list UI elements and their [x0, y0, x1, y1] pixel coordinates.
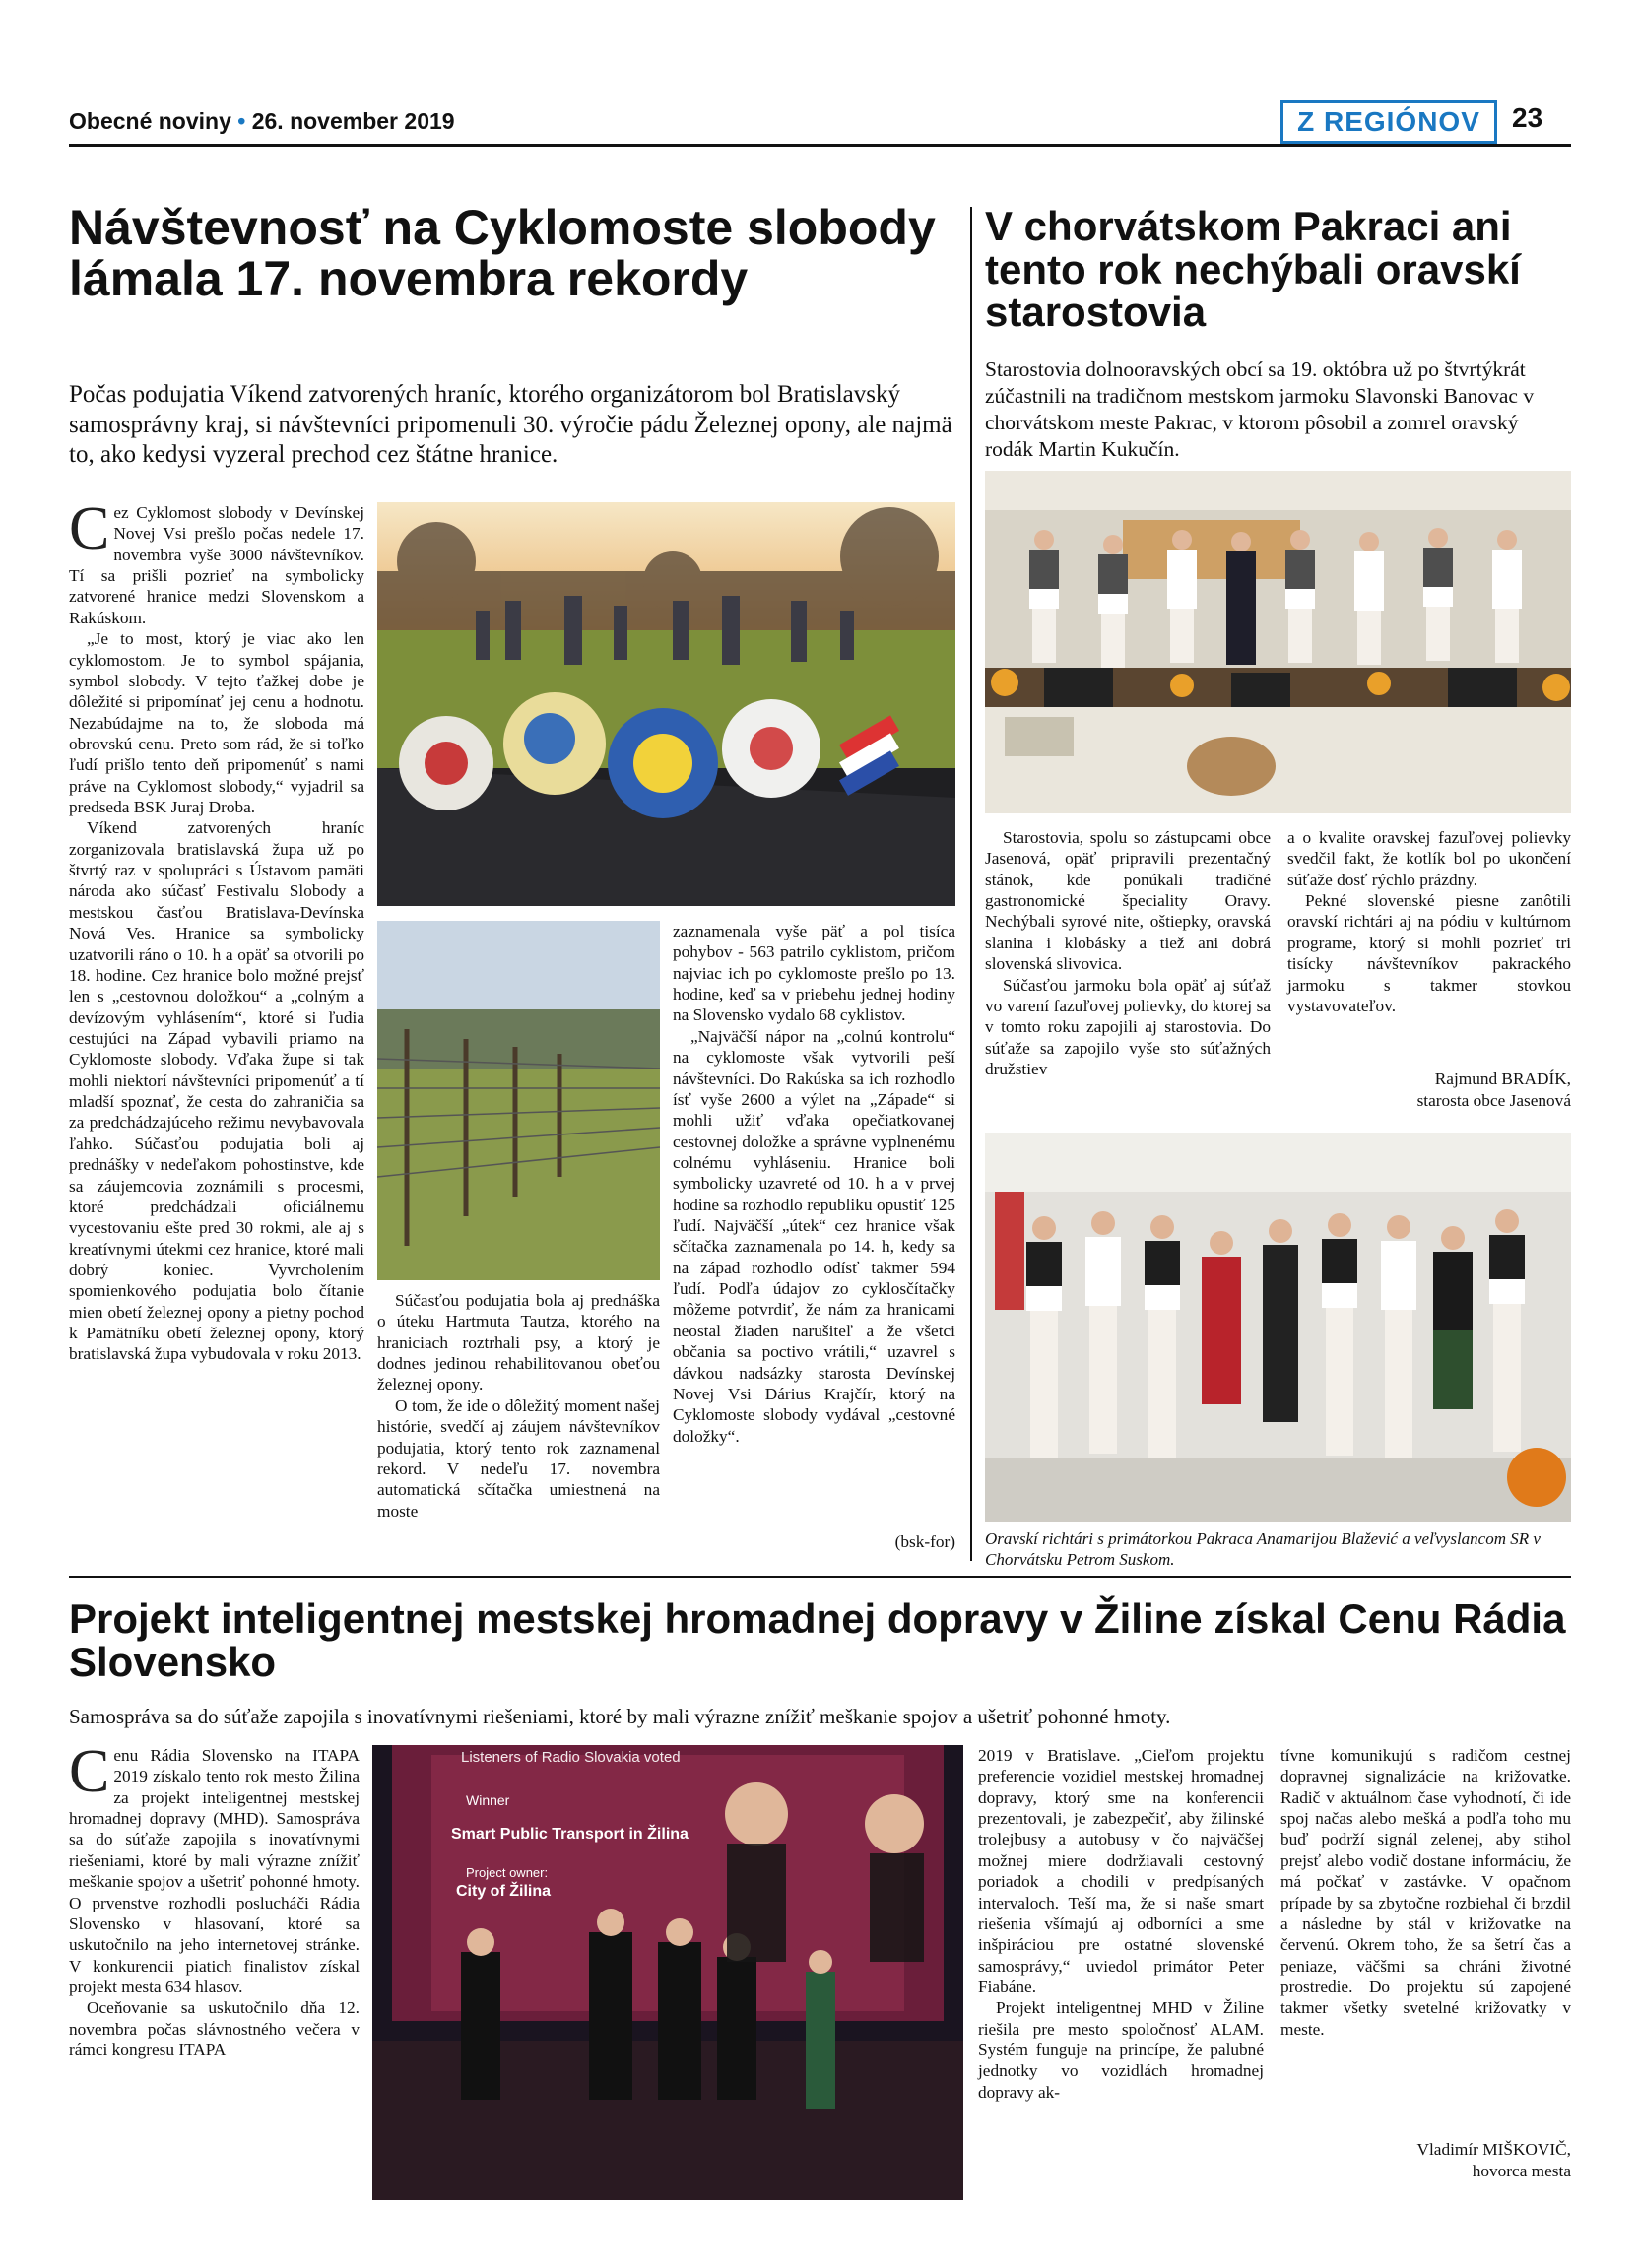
- paragraph: Súčasťou podujatia bola aj prednáška o úteku Hartmuta Tautza, ktorého na hraniciach roztrhali psy, a ktorý je dodnes jedinou rehabilitovanou obeťou železnej opony.: [377, 1291, 660, 1394]
- photo-award-ceremony: [372, 1745, 963, 2200]
- signature-name: Rajmund BRADÍK,: [1434, 1069, 1571, 1088]
- issue-date: 26. november 2019: [251, 108, 455, 134]
- article3-col1: [69, 1738, 360, 2060]
- article3-col3: [1280, 1745, 1571, 2040]
- paragraph: a o kvalite oravskej fazuľovej polievky svedčil fakt, že kotlík bol po ukončení súťaže dosť rýchlo prázdny.: [1287, 828, 1571, 889]
- paragraph: tívne komunikujú s radičom cestnej dopravnej signalizácie na križovatke. Radič v aktuálnom čase vyhodnotí, či ide spoj načas alebo mešká a podľa toho mu buď podrží signál zelenej, aby stihol prejsť alebo vodič dostane informáciu, že má počkať v zastávke. V opačnom prípade by sa zbytočne rozbiehal či brzdil a následne by stál v križovatke na červenú. Okrem toho, že sa šetrí čas a peniaze, väčšmi sa chráni životné prostredie. Do projektu sú zapojené takmer všetky svetelné križovatky v meste.: [1280, 1746, 1571, 2039]
- photo-group-portrait: [985, 1133, 1571, 1522]
- section-divider: [69, 1576, 1571, 1578]
- article2-photo-caption: Oravskí richtári s primátorkou Pakraca Anamarijou Blažević a veľvyslancom SR v Chorvátsku Petrom Suskom.: [985, 1529, 1541, 1570]
- signature-role: hovorca mesta: [1472, 2162, 1571, 2181]
- article3-col2: [978, 1745, 1264, 2103]
- article3-signature: [1280, 2139, 1571, 2183]
- paragraph: zaznamenala vyše päť a pol tisíca pohybov - 563 patrilo cyklistom, pričom najviac ich po cyklomoste prešlo po 13. hodine, keď sa v priebehu jednej hodiny na Slovensko vydalo 68 cyklistov.: [673, 922, 955, 1025]
- article1-col3: [673, 921, 955, 1447]
- paragraph: Súčasťou jarmoku bola opäť aj súťaž vo varení fazuľovej polievky, do ktorej sa v tomto roku zapojili aj starostovia. Do súťaže sa zapojilo vyše sto súťažných družstiev: [985, 975, 1271, 1078]
- separator-dot: •: [237, 108, 246, 134]
- paragraph: Víkend zatvorených hraníc zorganizovala bratislavská župa už po štvrtý raz v spolupráci s Ústavom pamäti národa ako súčasť Festivalu Slobody a mestskou časťou Bratislava-Devínska Nová Ves. Hranice sa symbolicky uzatvorili ráno o 10. h a opäť sa otvorili po 18. hodine. Cez hranice bolo možné prejsť len s „cestovnou doložkou“ a „colným a devízovým vyhlásením“, ktoré si ľudia cestujúci na Západ vybavili priamo na Cyklomoste slobody. Vďaka župe si tak mohli niektorí návštevníci pripomenúť a tí mladší spoznať, že cesta do zahraničia sa za predchádzajúceho režimu nevybavovala ľahko. Súčasťou podujatia boli aj prednášky v nedeľakom pohostinstve, kde sa záujemcovia zoznámili s procesmi, ktoré predchádzali oficiálnemu vycestovaniu ešte pred 30 rokmi, ale aj s kreatívnymi útekmi cez hranice, ktoré mali dobrý koniec. Vyvrcholením spomienkového podujatia bolo čítanie mien obetí železnej opony a pietny pochod k Pamätníku obetí železnej opony, ktorý bratislavská župa vybudovala v roku 2013.: [69, 818, 364, 1364]
- header-rule: [69, 144, 1571, 147]
- article1-col1: [69, 495, 364, 1365]
- slide-line-1: Listeners of Radio Slovakia voted: [461, 1749, 681, 1766]
- signature-role: starosta obce Jasenová: [1416, 1091, 1571, 1111]
- article1-lead: Počas podujatia Víkend zatvorených hraníc, ktorého organizátorom bol Bratislavský samosprávny kraj, si návštevníci pripomenuli 30. výročie pádu Železnej opony, ale najmä to, ako kedysi vyzeral prechod cez štátne hranice.: [69, 381, 952, 468]
- slide-line-2: Winner: [466, 1792, 510, 1808]
- column-divider: [970, 207, 972, 1561]
- photo-memorial-wreaths: [377, 502, 955, 906]
- section-label: Z REGIÓNOV: [1280, 100, 1497, 144]
- signature-name: Vladimír MIŠKOVIČ,: [1416, 2140, 1571, 2159]
- article2-lead: Starostovia dolnooravských obcí sa 19. októbra už po štvrtýkrát zúčastnili na tradičnom mestskom jarmoku Slavonski Banovac v chorvátskom meste Pakrac, v ktorom pôsobil a zomrel oravský rodák Martin Kukučín.: [985, 357, 1535, 462]
- paper-name: Obecné noviny: [69, 108, 231, 134]
- article3-title: Projekt inteligentnej mestskej hromadnej dopravy v Žiline získal Cenu Rádia Slovensko: [69, 1595, 1566, 1685]
- article2-col2: [1287, 827, 1571, 1016]
- slide-line-3: Smart Public Transport in Žilina: [451, 1826, 689, 1843]
- drop-cap: C: [69, 1738, 110, 1805]
- paragraph: „Je to most, ktorý je viac ako len cyklomostom. Je to symbol spájania, symbol slobody. V tejto ťažkej dobe je dôležité si pripomínať jej cenu a hodnotu. Nezabúdajme na to, že sloboda má obrovskú cenu. Preto som rád, že si toľko ľudí prišlo tento deň pripomenúť s nami práve na Cyklomost slobody,“ vyjadril sa predseda BSK Juraj Droba.: [69, 629, 364, 817]
- slide-line-4: Project owner:: [466, 1865, 549, 1880]
- article1-col2: [377, 1290, 660, 1522]
- paragraph: „Najväčší nápor na „colnú kontrolu“ na cyklomoste však vytvorili peší návštevníci. Do Rakúska sa ich rozhodlo ísť vyše 2600 a výlet na „Západe“ si mohli užiť vďaka opečiatkovanej cestovnej doložke a správne vyplnenému colnému vyhláseniu. Hranice boli symbolicky uzavreté od 10. h a v prvej hodine sa rozhodlo republiku opustiť 125 ľudí. Najväčší „útek“ cez hranice však sčítačka zaznamenala po 14. h, kedy sa na západ rozhodlo odísť takmer 594 ľudí. Podľa údajov zo cyklosčítačky môžeme potvrdiť, že nám za hranicami neostal žiaden narušiteľ a že všetci občania sa poctivo vrátili,“ uzavrel s dávkou nadsázky starosta Devínskej Novej Vsi Dárius Krajčír, ktorý na Cyklomoste slobody vydával „cestovné doložky“.: [673, 1026, 955, 1446]
- article2-col1: [985, 827, 1271, 1079]
- article1-byline: (bsk-for): [894, 1532, 955, 1551]
- photo-barbed-wire-fence: [377, 921, 660, 1280]
- paragraph: enu Rádia Slovensko na ITAPA 2019 získalo tento rok mesto Žilina za projekt inteligentnej mestskej hromadnej dopravy (MHD). Samospráva sa do súťaže zapojila s inovatívnymi riešeniami, ktoré by mali výrazne znížiť meškanie spojov a ušetriť pohonné hmoty. O prvenstve rozhodli poslucháči Rádia Slovensko v hlasovaní, ktoré sa uskutočnilo na jeho internetovej stránke. V konkurencii piatich finalistov získal projekt mesta 634 hlasov.: [69, 1746, 360, 1996]
- masthead: [69, 108, 455, 135]
- article2-signature: [1287, 1069, 1571, 1113]
- paragraph: Oceňovanie sa uskutočnilo dňa 12. novembra počas slávnostného večera v rámci kongresu ITAPA: [69, 1998, 360, 2060]
- paragraph: Pekné slovenské piesne zanôtili oravskí richtári aj na pódiu v kultúrnom programe, ktorý si mohli pozrieť tri tisícky návštevníkov pakrackého jarmoku s takmer stovkou vystavovateľov.: [1287, 891, 1571, 1015]
- paragraph: Projekt inteligentnej MHD v Žiline riešila pre mesto spoločnosť ALAM. Systém funguje na princípe, že palubné jednotky vo vozidlách hromadnej dopravy ak-: [978, 1998, 1264, 2102]
- photo-stage-performance: [985, 471, 1571, 813]
- article3-lead: Samospráva sa do súťaže zapojila s inovatívnymi riešeniami, ktoré by mali výrazne znížiť meškanie spojov a ušetriť pohonné hmoty.: [69, 1705, 1171, 1728]
- drop-cap: C: [69, 495, 110, 562]
- article1-title: Návštevnosť na Cyklomoste slobody lámala 17. novembra rekordy: [69, 200, 936, 306]
- paragraph: Starostovia, spolu so zástupcami obce Jasenová, opäť pripravili prezentačný stánok, kde ponúkali tradičné gastronomické špeciality Oravy. Nechýbali syrové nite, oštiepky, oravská slanina i klobásky a tiež ani dobrá slovenská slivovica.: [985, 828, 1271, 974]
- paragraph: 2019 v Bratislave. „Cieľom projektu preferencie vozidiel mestskej hromadnej dopravy, ktorý sme na konferencii prezentovali, je zabezpečiť, aby žilinské trolejbusy a autobusy v čo najväčšej možnej miere dodržiavali cestovný poriadok a chodili v predpísaných intervaloch. Teší ma, že si naše smart riešenia všímajú aj odborníci a sme inšpiráciou pre ostatné slovenské samosprávy,“ uviedol primátor Peter Fiabáne.: [978, 1746, 1264, 1996]
- paragraph: O tom, že ide o dôležitý moment našej histórie, svedčí aj záujem návštevníkov podujatia, ktorý tento rok zaznamenal rekord. V nedeľu 17. novembra automatická sčítačka umiestnená na moste: [377, 1395, 660, 1521]
- slide-line-5: City of Žilina: [456, 1883, 551, 1900]
- paragraph: ez Cyklomost slobody v Devínskej Novej Vsi prešlo počas nedele 17. novembra vyše 3000 návštevníkov. Tí sa prišli pozrieť na symbolicky zatvorené hranice medzi Slovenskom a Rakúskom.: [69, 503, 364, 627]
- article2-title: V chorvátskom Pakraci ani tento rok nechýbali oravskí starostovia: [985, 203, 1521, 336]
- page-number: 23: [1512, 102, 1543, 133]
